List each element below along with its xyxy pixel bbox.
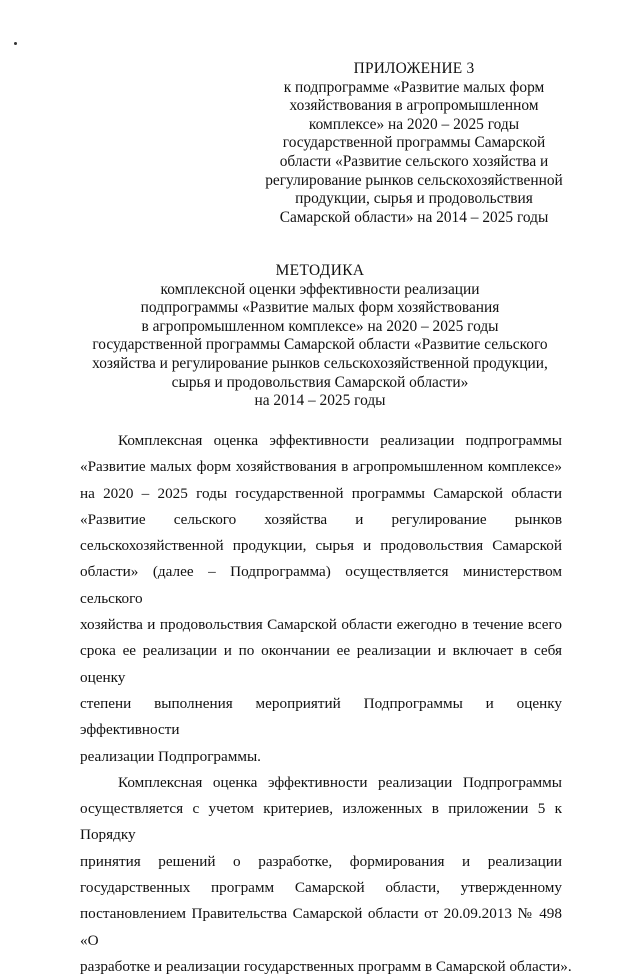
paragraph-line: Комплексная оценка эффективности реализации подпрограммы [118,432,562,449]
scan-speck [14,42,17,45]
methodology-heading-block [80,262,560,411]
paragraph-line: области» (далее – Подпрограмма) осуществляется министерством сельского [80,563,562,607]
appendix-line: области «Развитие сельского хозяйства и [279,152,549,170]
appendix-line: государственной программы Самарской [282,134,546,152]
paragraph-line: Комплексная оценка эффективности реализации Подпрограммы [118,773,562,791]
paragraph-1 [80,428,562,770]
paragraph-2 [80,770,572,980]
appendix-line: регулирование рынков сельскохозяйственной [265,171,563,189]
appendix-heading: ПРИЛОЖЕНИЕ 3 [353,60,475,77]
paragraph-line: на 2020 – 2025 годы государственной программы Самарской области [80,484,562,502]
appendix-line: хозяйствования в агропромышленном [289,97,539,115]
paragraph-line: степени выполнения мероприятий Подпрограммы и оценку эффективности [80,694,562,739]
paragraph-line: постановлением Правительства Самарской области от 20.09.2013 № 498 «О [80,905,562,949]
paragraph-line: сельскохозяйственной продукции, сырья и продовольствия Самарской [80,537,562,555]
methodology-subtitle-line: государственной программы Самарской области «Развитие сельского [92,336,548,354]
paragraph-line: реализации Подпрограммы. [80,747,261,765]
paragraph-line: «Развитие сельского хозяйства и регулирование рынков [80,510,562,528]
paragraph-line: осуществляется с учетом критериев, изложенных в приложении 5 к Порядку [80,800,562,844]
methodology-subtitle-line: комплексной оценки эффективности реализации [160,280,480,298]
methodology-subtitle-line: сырья и продовольствия Самарской области» [171,373,469,391]
paragraph-line: «Развитие малых форм хозяйствования в агропромышленном комплексе» [80,458,562,476]
appendix-block [258,60,570,227]
paragraph-line: хозяйства и продовольствия Самарской области ежегодно в течение всего [80,616,562,634]
appendix-line: комплексе» на 2020 – 2025 годы [308,115,520,133]
methodology-subtitle-line: на 2014 – 2025 годы [254,392,386,410]
paragraph-line: принятия решений о разработке, формирования и реализации [80,852,562,870]
paragraph-line: срока ее реализации и по окончании ее реализации и включает в себя оценку [80,642,562,686]
methodology-subtitle-line: в агропромышленном комплексе» на 2020 – 2025 годы [141,317,499,335]
methodology-subtitle-line: хозяйства и регулирование рынков сельскохозяйственной продукции, [92,354,548,372]
paragraph-line: разработке и реализации государственных программ в Самарской области». [80,957,572,975]
methodology-title: МЕТОДИКА [275,262,365,279]
appendix-line: Самарской области» на 2014 – 2025 годы [279,208,549,226]
appendix-line: продукции, сырья и продовольствия [295,190,533,208]
methodology-subtitle-line: подпрограммы «Развитие малых форм хозяйствования [140,299,500,317]
appendix-line: к подпрограмме «Развитие малых форм [283,78,545,96]
paragraph-line: государственных программ Самарской области, утвержденному [80,879,562,897]
body-text [80,428,572,980]
